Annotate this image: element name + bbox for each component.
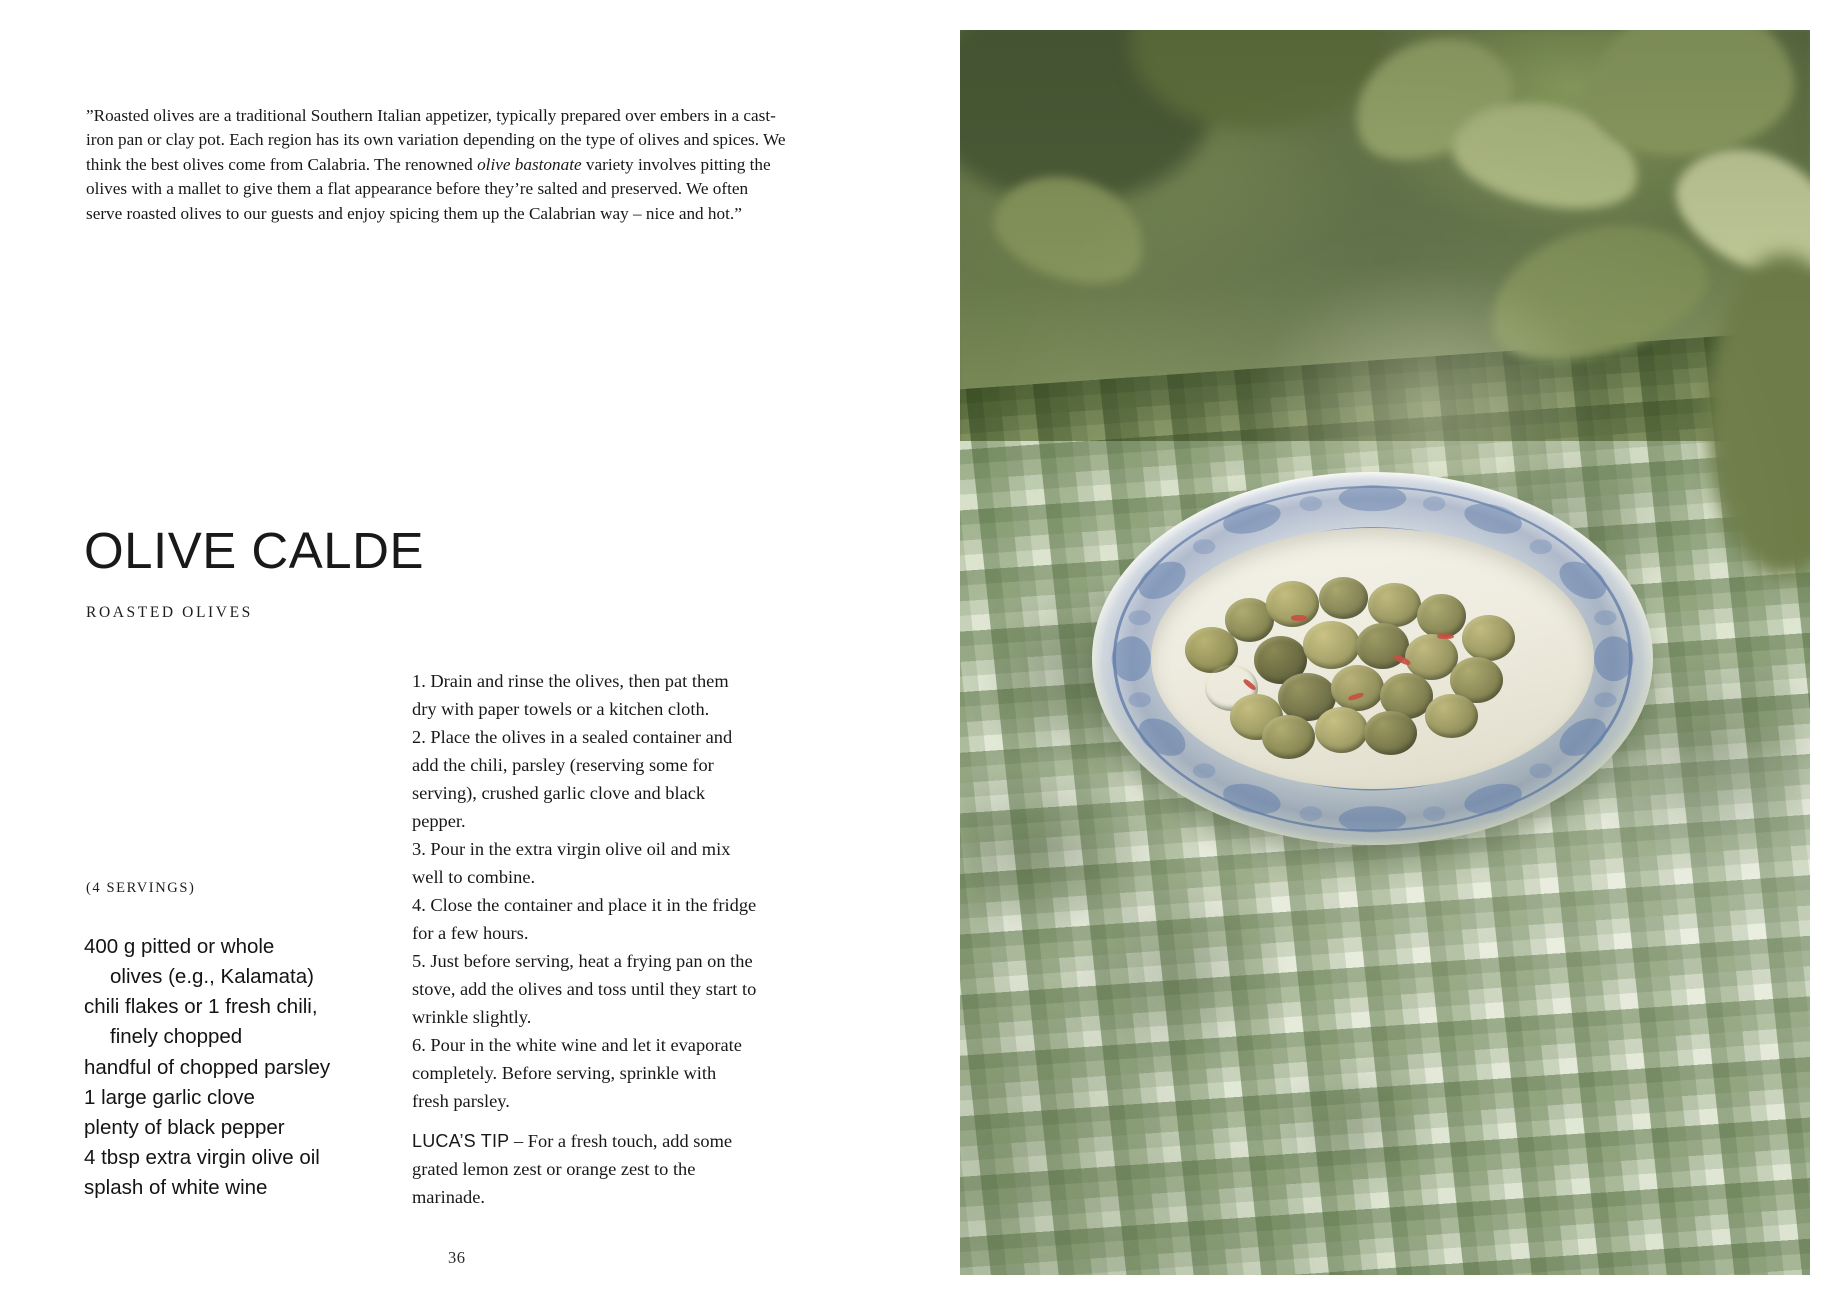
method-step: 4. Close the container and place it in the fridge for a few hours. — [412, 894, 757, 943]
method-steps — [412, 668, 757, 1116]
recipe-photograph — [960, 30, 1810, 1275]
tip-label: LUCA’S TIP — [412, 1131, 510, 1151]
intro-quote — [86, 104, 786, 226]
ingredient-line: 4 tbsp extra virgin olive oil — [84, 1145, 320, 1169]
olives-heap — [1168, 565, 1576, 774]
method-step: 1. Drain and rinse the olives, then pat them dry with paper towels or a kitchen cloth. — [412, 671, 729, 719]
page-title: OLIVE CALDE — [84, 522, 424, 579]
ingredient-line: finely chopped — [110, 1025, 243, 1049]
method-step: 5. Just before serving, heat a frying pan on the stove, add the olives and toss until they start to wrinkle slightly. — [412, 950, 757, 1027]
olive-bowl — [1092, 472, 1653, 846]
ingredient-line: 400 g pitted or whole — [84, 935, 275, 958]
method-step: 3. Pour in the extra virgin olive oil and mix well to combine. — [412, 838, 731, 887]
ingredient-line: plenty of black pepper — [84, 1115, 285, 1139]
method-step: 6. Pour in the white wine and let it evaporate completely. Before serving, sprinkle with fresh parsley. — [412, 1034, 742, 1111]
recipe-subtitle: ROASTED OLIVES — [86, 604, 253, 621]
ingredient-line: splash of white wine — [84, 1176, 268, 1199]
quote-part-2: variety involves pitting the olives with a mallet to give them a flat appearance before they’re salted and preserved. We often serve roasted olives to our guests and enjoy spicing them up the Calabrian way – nice and hot.” — [86, 154, 771, 223]
ingredient-line: 1 large garlic clove — [84, 1085, 255, 1109]
bowl-body — [1092, 472, 1653, 846]
quote-emphasis: olive bastonate — [477, 154, 582, 174]
page-number: 36 — [448, 1248, 466, 1267]
ingredient-line: handful of chopped parsley — [84, 1055, 331, 1079]
method-step: 2. Place the olives in a sealed container and add the chili, parsley (reserving some for serving), crushed garlic clove and black pepper. — [412, 726, 733, 831]
luca-tip — [412, 1128, 757, 1212]
ingredients-list — [84, 932, 384, 1203]
quote-part-1: ”Roasted olives are a traditional Southern Italian appetizer, typically prepared over embers in a cast-iron pan or clay pot. Each region has its own variation depending on the type of olives and spices. We think the best olives come from Calabria. The renowned — [86, 106, 786, 174]
tip-body: – For a fresh touch, add some grated lemon zest or orange zest to the marinade. — [412, 1131, 733, 1207]
photo-stage — [960, 30, 1810, 1275]
servings-label: (4 SERVINGS) — [86, 880, 196, 896]
ingredient-line: olives (e.g., Kalamata) — [110, 965, 314, 989]
bowl-interior — [1151, 528, 1594, 789]
ingredient-line: chili flakes or 1 fresh chili, — [84, 995, 318, 1019]
